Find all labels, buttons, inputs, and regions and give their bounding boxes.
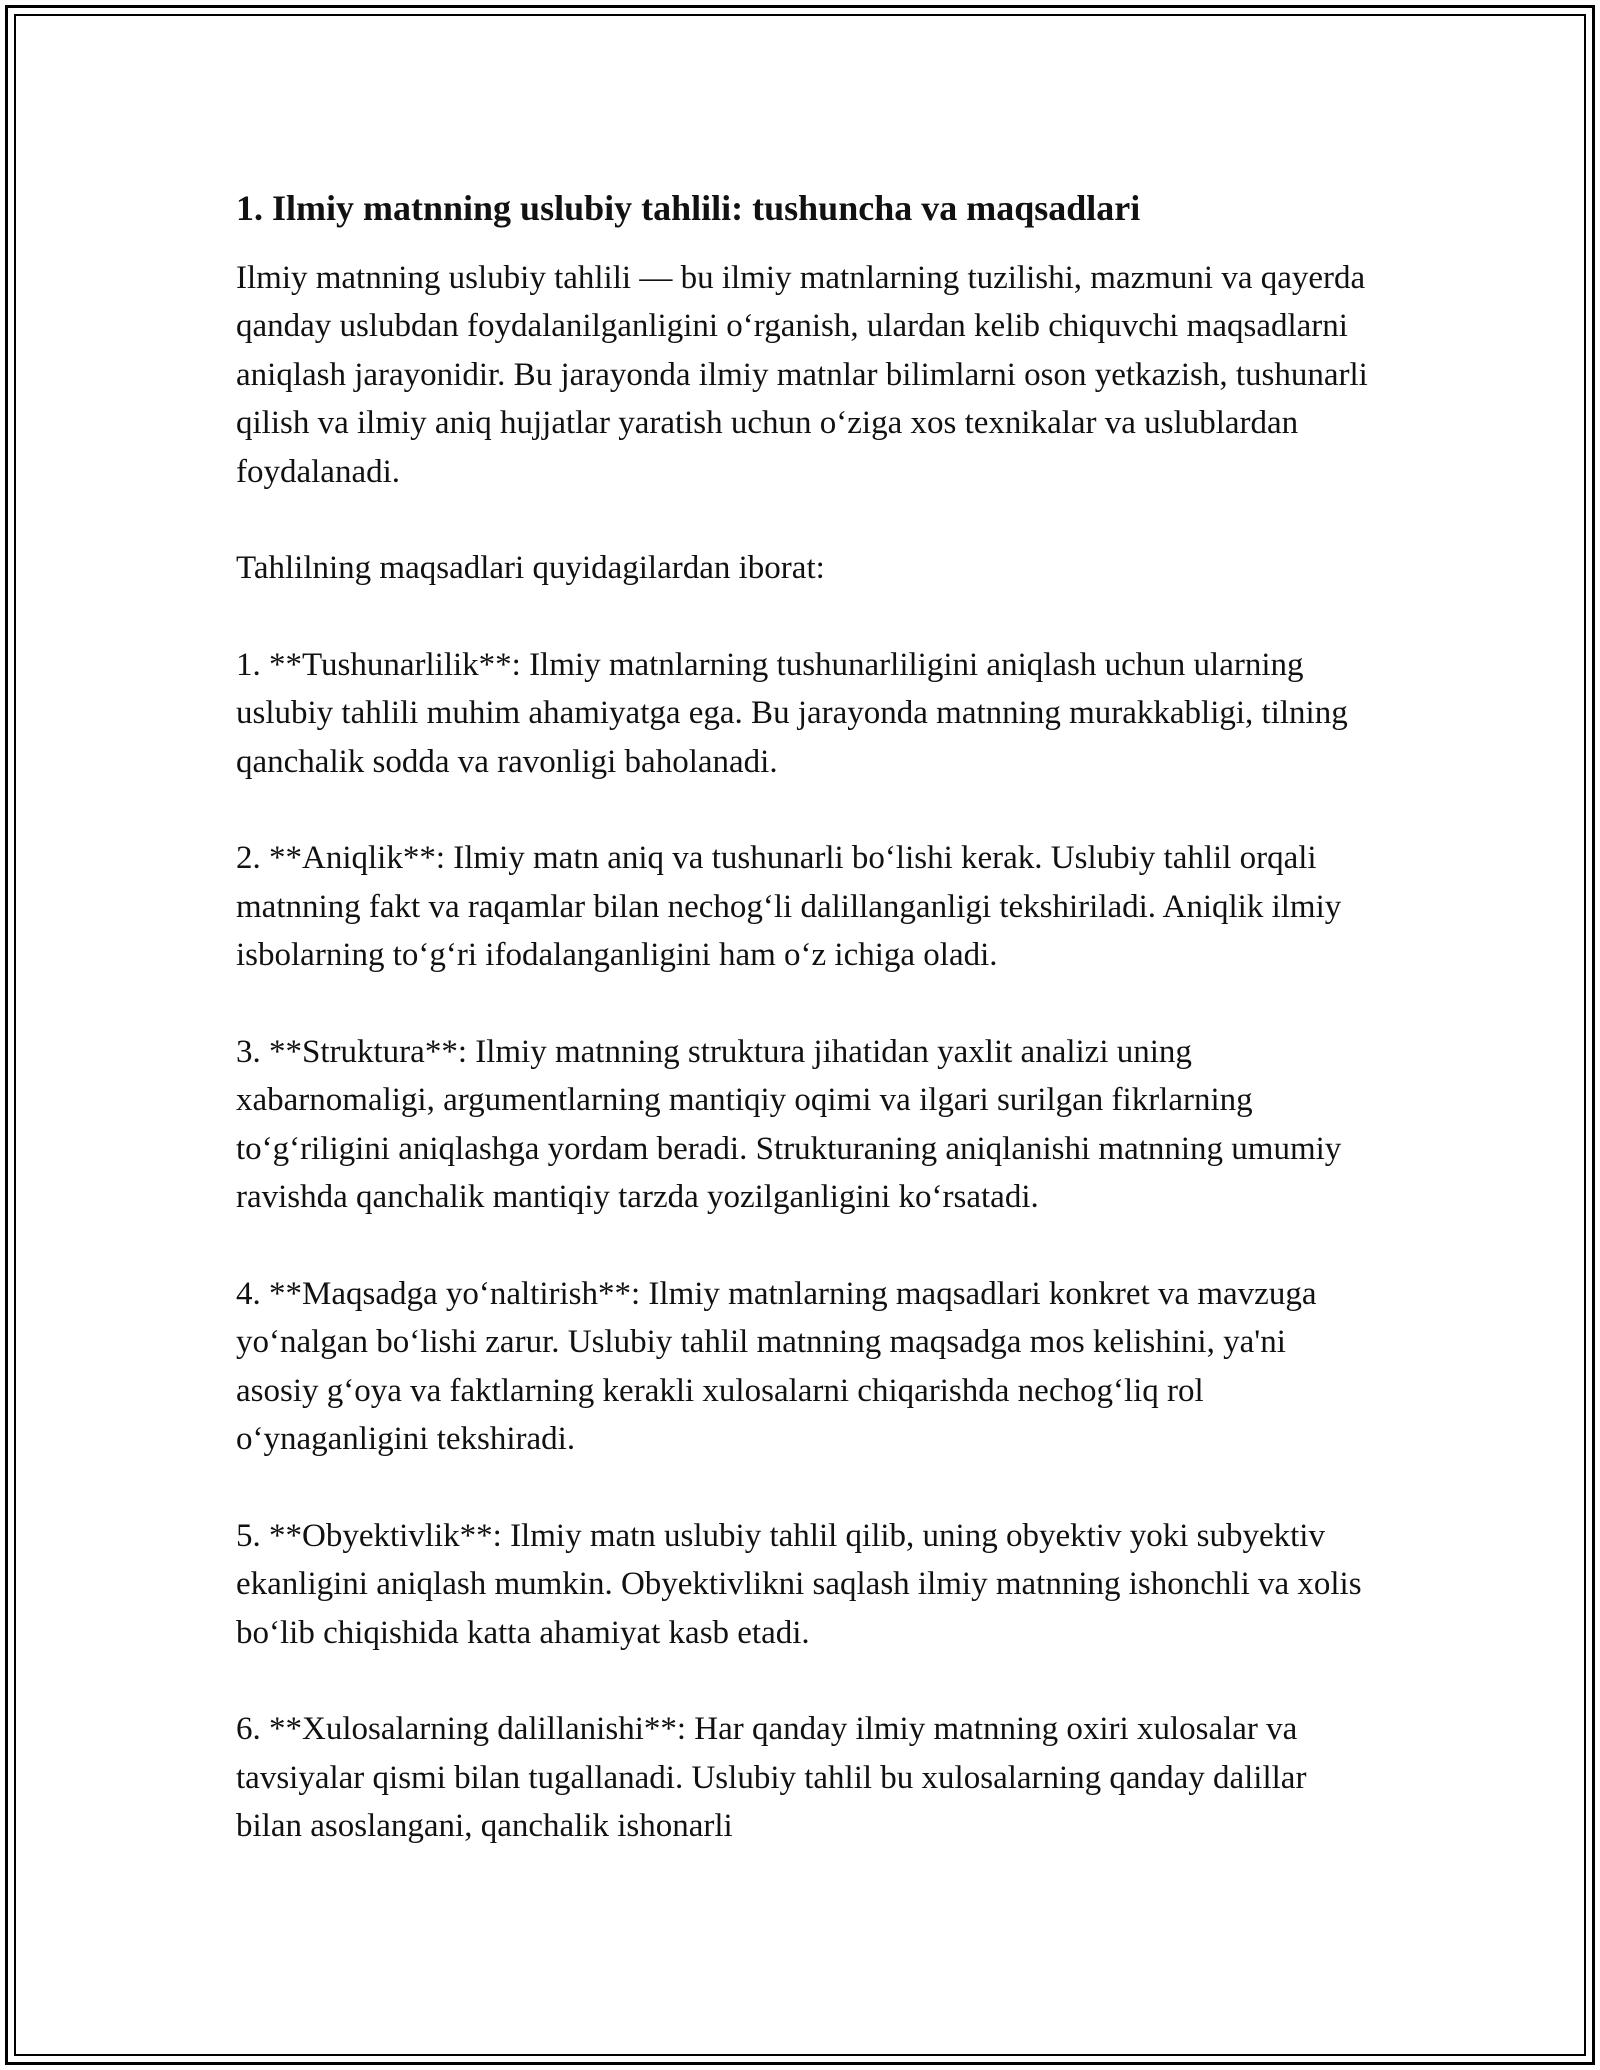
list-item-maqsadga-yonaltirish: 4. **Maqsadga yoʻnaltirish**: Ilmiy matnlarning maqsadlari konkret va mavzuga yoʻnalgan boʻlishi zarur. Uslubiy tahlil matnning maqsadga mos kelishini, ya'ni asosiy gʻoya va faktlarning kerakli xulosalarni chiqarishda nechogʻliq rol oʻynaganligini tekshiradi. <box>236 1275 1317 1458</box>
section-heading: 1. Ilmiy matnning uslubiy tahlili: tushuncha va maqsadlari <box>236 188 1141 228</box>
list-item-tushunarlilik: 1. **Tushunarlilik**: Ilmiy matnlarning tushunarliligini aniqlash uchun ularning uslubiy tahlili muhim ahamiyatga ega. Bu jarayonda matnning murakkabligi, tilning qanchalik sodda va ravonligi baholanadi. <box>236 646 1348 780</box>
list-item-xulosalar: 6. **Xulosalarning dalillanishi**: Har qanday ilmiy matnning oxiri xulosalar va tavsiyalar qismi bilan tugallanadi. Uslubiy tahlil bu xulosalarning qanday dalillar bilan asoslangani, qanchalik ishonarli <box>236 1711 1307 1845</box>
list-item-aniqlik: 2. **Aniqlik**: Ilmiy matn aniq va tushunarli boʻlishi kerak. Uslubiy tahlil orqali matnning fakt va raqamlar bilan nechogʻli dalillanganligi tekshiriladi. Aniqlik ilmiy isbolarning toʻgʻri ifodalanganligini ham oʻz ichiga oladi. <box>236 840 1342 974</box>
document-body <box>236 185 1376 1851</box>
list-item-obyektivlik: 5. **Obyektivlik**: Ilmiy matn uslubiy tahlil qilib, uning obyektiv yoki subyektiv ekanligini aniqlash mumkin. Obyektivlikni saqlash ilmiy matnning ishonchli va xolis boʻlib chiqishida katta ahamiyat kasb etadi. <box>236 1517 1362 1651</box>
goals-intro-paragraph: Tahlilning maqsadlari quyidagilardan iborat: <box>236 550 825 587</box>
list-item-struktura: 3. **Struktura**: Ilmiy matnning struktura jihatidan yaxlit analizi uning xabarnomaligi, argumentlarning mantiqiy oqimi va ilgari surilgan fikrlarning toʻgʻriligini aniqlashga yordam beradi. Strukturaning aniqlanishi matnning umumiy ravishda qanchalik mantiqiy tarzda yozilganligini koʻrsatadi. <box>236 1033 1342 1216</box>
intro-paragraph: Ilmiy matnning uslubiy tahlili — bu ilmiy matnlarning tuzilishi, mazmuni va qayerda qanday uslubdan foydalanilganligini oʻrganish, ulardan kelib chiquvchi maqsadlarni aniqlash jarayonidir. Bu jarayonda ilmiy matnlar bilimlarni oson yetkazish, tushunarli qilish va ilmiy aniq hujjatlar yaratish uchun oʻziga xos texnikalar va uslublardan foydalanadi. <box>236 259 1368 490</box>
